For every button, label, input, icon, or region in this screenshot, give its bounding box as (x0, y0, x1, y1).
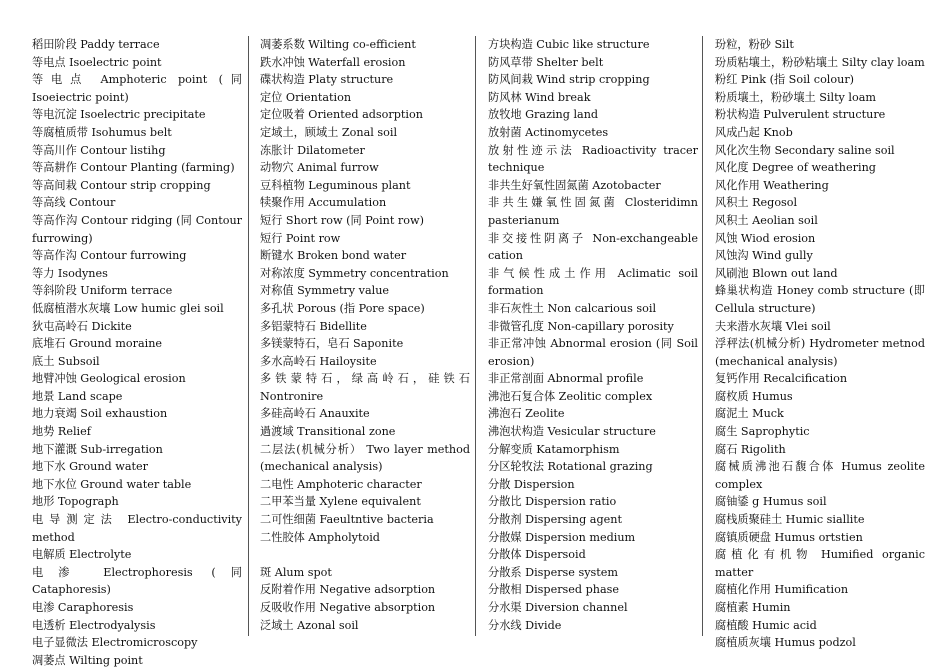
glossary-entry: 二性胶体 Ampholytoid (260, 530, 380, 544)
glossary-entry: 风蚀沟 Wind gully (715, 249, 813, 263)
glossary-entry: 分散 Dispersion (488, 477, 575, 491)
glossary-entry: 地势 Relief (32, 425, 91, 439)
glossary-entry: 风成凸起 Knob (715, 125, 793, 139)
glossary-entry: 玢粒，粉砂 Silt (715, 38, 794, 51)
glossary-entry: 电渗 Caraphoresis (32, 601, 134, 614)
glossary-entry: 地力衰竭 Soil exhaustion (32, 407, 168, 421)
glossary-entry: 粉红 Pink (指 Soil colour) (715, 73, 855, 87)
glossary-entry: 分散比 Dispersion ratio (488, 495, 617, 509)
glossary-entry: 风刷池 Blown out land (715, 266, 838, 280)
glossary-entry: 等高耕作 Contour Planting (farming) (32, 161, 235, 175)
glossary-entry: 非正常剖面 Abnormal profile (488, 372, 644, 386)
blank-line (260, 546, 470, 564)
glossary-entry: 跌水冲蚀 Waterfall erosion (260, 55, 406, 69)
glossary-entry: 豆科植物 Leguminous plant (260, 178, 411, 192)
glossary-entry: 方块构造 Cubic like structure (488, 38, 650, 51)
glossary-entry: 蜂巢状构造 Honey comb structure (即 Cellula structure) (715, 284, 925, 315)
glossary-entry: 非共生好氧性固氮菌 Azotobacter (488, 178, 661, 192)
glossary-entry: 风蚀 Wiod erosion (715, 231, 816, 245)
glossary-entry: 腐泥土 Muck (715, 407, 784, 421)
glossary-entry: 分区轮牧法 Rotational grazing (488, 460, 653, 474)
glossary-entry: 电解质 Electrolyte (32, 548, 132, 562)
glossary-entry: 凋萎系数 Wilting co-efficient (260, 38, 416, 51)
glossary-entry: 地形 Topograph (32, 495, 119, 509)
glossary-column-3 (488, 36, 698, 634)
column-divider (702, 36, 703, 636)
glossary-entry: 分散系 Disperse system (488, 565, 618, 579)
glossary-entry: 定位吸着 Oriented adsorption (260, 108, 423, 122)
glossary-entry: 风积土 Aeolian soil (715, 213, 818, 227)
glossary-entry: 非共生嫌氧性固氮菌 Closteridimn pasterianum (488, 196, 698, 227)
glossary-entry: 多镁蒙特石，皂石 Saponite (260, 337, 404, 351)
glossary-entry: 定域土，顾域土 Zonal soil (260, 125, 398, 139)
glossary-entry: 非微管孔度 Non-capillary porosity (488, 319, 674, 333)
glossary-entry: 玢质粘壤土，粉砂粘壤土 Silty clay loam (715, 55, 925, 69)
glossary-entry: 风化作用 Weathering (715, 178, 829, 192)
glossary-entry: 二电性 Amphoteric character (260, 477, 422, 491)
glossary-entry: 腐铀鋈 g Humus soil (715, 495, 827, 509)
glossary-column-2 (260, 36, 470, 634)
glossary-entry: 狄屯高岭石 Dickite (32, 319, 132, 333)
glossary-entry: 电透析 Electrodyalysis (32, 618, 156, 632)
glossary-entry: 泛域土 Azonal soil (260, 618, 359, 632)
glossary-entry: 防风草带 Shelter belt (488, 55, 604, 69)
glossary-entry: 地下灌溉 Sub-irregation (32, 442, 163, 456)
glossary-entry: 电渗 Electrophoresis (同 Cataphoresis) (32, 565, 242, 597)
glossary-entry: 非气候性成土作用 Aclimatic soil formation (488, 266, 698, 298)
glossary-entry: 等高作沟 Contour furrowing (32, 249, 187, 263)
glossary-entry: 粉质壤土，粉砂壤土 Silty loam (715, 90, 877, 104)
glossary-entry: 沸泡石 Zeolite (488, 407, 565, 421)
glossary-entry: 非正常冲蚀 Abnormal erosion (同 Soil erosion) (488, 337, 698, 368)
glossary-entry: 放射菌 Actinomycetes (488, 125, 609, 139)
glossary-entry: 风化次生物 Secondary saline soil (715, 143, 895, 157)
glossary-entry: 等斜阶段 Uniform terrace (32, 284, 173, 298)
glossary-entry: 短行 Point row (260, 231, 341, 245)
glossary-entry: 分散媒 Dispersion medium (488, 530, 636, 544)
glossary-entry: 非石灰性土 Non calcarious soil (488, 301, 657, 315)
glossary-entry: 分散剂 Dispersing agent (488, 513, 622, 527)
glossary-entry: 电子显微法 Electromicroscopy (32, 636, 198, 650)
glossary-entry: 防风林 Wind break (488, 90, 591, 104)
glossary-entry: 低腐植潜水灰壤 Low humic glei soil (32, 301, 224, 315)
glossary-entry: 等高作沟 Contour ridging (同 Contour furrowing) (32, 213, 242, 245)
glossary-entry: 夫来潜水灰壤 Vlei soil (715, 319, 831, 333)
glossary-entry: 地下水位 Ground water table (32, 477, 192, 491)
glossary-entry: 沸池石复合体 Zeolitic complex (488, 389, 653, 403)
glossary-entry: 腐植素 Humin (715, 601, 791, 614)
glossary-entry: 反附着作用 Negative adsorption (260, 583, 436, 597)
glossary-entry: 反吸收作用 Negative absorption (260, 601, 436, 614)
glossary-entry: 腐械质沸池石馥合体 Humus zeolite complex (715, 460, 925, 491)
glossary-entry: 动物穴 Animal furrow (260, 161, 379, 175)
glossary-column-1 (32, 36, 242, 669)
glossary-entry: 腐枚质 Humus (715, 389, 793, 403)
glossary-entry: 腐生 Saprophytic (715, 425, 810, 439)
glossary-entry: 地下水 Ground water (32, 460, 148, 474)
glossary-entry: 放射性迹示法 Radioactivity tracer technique (488, 143, 698, 175)
glossary-entry: 分水线 Divide (488, 618, 562, 632)
glossary-entry: 风积土 Regosol (715, 196, 798, 210)
glossary-entry: 稻田阶段 Paddy terrace (32, 38, 160, 51)
glossary-entry: 断键水 Broken bond water (260, 249, 407, 263)
glossary-entry: 对称浓度 Symmetry concentration (260, 266, 449, 280)
glossary-entry: 地臂冲蚀 Geological erosion (32, 372, 186, 386)
glossary-entry: 等力 Isodynes (32, 266, 108, 280)
glossary-entry: 等电点 Amphoteric point (同 Isoeiectric point) (32, 73, 242, 104)
glossary-entry: 二可性细菌 Faeultntive bacteria (260, 513, 434, 527)
glossary-entry: 复钙作用 Recalcification (715, 372, 848, 386)
glossary-entry: 二甲苯当量 Xylene equivalent (260, 495, 421, 509)
glossary-entry: 腐植化有机物 Humified organic matter (715, 548, 925, 579)
glossary-entry: 底土 Subsoil (32, 354, 100, 368)
glossary-entry: 风化度 Degree of weathering (715, 161, 876, 175)
glossary-entry: 浮秤法(机械分析) Hydrometer metnod (mechanical analysis) (715, 337, 925, 368)
glossary-entry: 定位 Orientation (260, 90, 352, 104)
glossary-entry: 粉状构造 Pulverulent structure (715, 108, 886, 122)
glossary-entry: 多孔状 Porous (指 Pore space) (260, 301, 425, 315)
glossary-entry: 腐石 Rigolith (715, 442, 786, 456)
glossary-entry: 多铁蒙特石，绿高岭石，硅铁石 Nontronire (260, 372, 470, 403)
glossary-entry: 二层法(机械分析） Two layer method (mechanical analysis) (260, 442, 470, 474)
glossary-entry: 分解变质 Katamorphism (488, 442, 620, 456)
glossary-entry: 沸泡状构造 Vesicular structure (488, 425, 656, 439)
glossary-entry: 非交接性阴离子 Non-exchangeable cation (488, 231, 698, 263)
glossary-entry: 腐植质灰壤 Humus podzol (715, 636, 856, 650)
glossary-entry: 防风间栽 Wind strip cropping (488, 73, 650, 87)
glossary-entry: 犊聚作用 Accumulation (260, 196, 387, 210)
glossary-entry: 腐栈质聚硅土 Humic siallite (715, 513, 865, 527)
glossary-entry: 多水高岭石 Hailoysite (260, 354, 377, 368)
glossary-entry: 等高川作 Contour listihg (32, 143, 166, 157)
glossary-entry: 冻胀计 Dilatometer (260, 143, 365, 157)
glossary-entry: 对称值 Symmetry value (260, 284, 390, 298)
glossary-entry: 等电点 Isoelectric point (32, 55, 162, 69)
glossary-entry: 過渡域 Transitional zone (260, 425, 396, 439)
glossary-entry: 等高线 Contour (32, 196, 116, 210)
glossary-entry: 地景 Land scape (32, 389, 123, 403)
column-divider (248, 36, 249, 636)
glossary-entry: 分散相 Dispersed phase (488, 583, 620, 597)
glossary-entry: 腐镇质硬盘 Humus ortstien (715, 530, 863, 544)
glossary-entry: 腐植酸 Humic acid (715, 618, 817, 632)
glossary-entry: 分散体 Dispersoid (488, 548, 586, 562)
glossary-column-4 (715, 36, 925, 652)
glossary-entry: 等高间栽 Contour strip cropping (32, 178, 211, 192)
glossary-entry: 斑 Alum spot (260, 565, 332, 579)
glossary-entry: 多硅高岭石 Anauxite (260, 407, 370, 421)
glossary-entry: 等电沉淀 Isoelectric precipitate (32, 108, 206, 122)
glossary-entry: 短行 Short row (同 Point row) (260, 213, 424, 227)
column-divider (475, 36, 476, 636)
glossary-entry: 腐植化作用 Humification (715, 583, 849, 597)
glossary-entry: 分水渠 Diversion channel (488, 601, 628, 614)
glossary-entry: 放牧地 Grazing land (488, 108, 599, 122)
glossary-entry: 底堆石 Ground moraine (32, 337, 163, 351)
glossary-entry: 电导测定法 Electro-conductivity method (32, 513, 242, 544)
glossary-entry: 多铝蒙特石 Bidellite (260, 319, 367, 333)
glossary-entry: 凋萎点 Wilting point (32, 653, 143, 667)
glossary-entry: 等腐植质带 Isohumus belt (32, 125, 172, 139)
glossary-entry: 碟状构造 Platy structure (260, 73, 394, 87)
